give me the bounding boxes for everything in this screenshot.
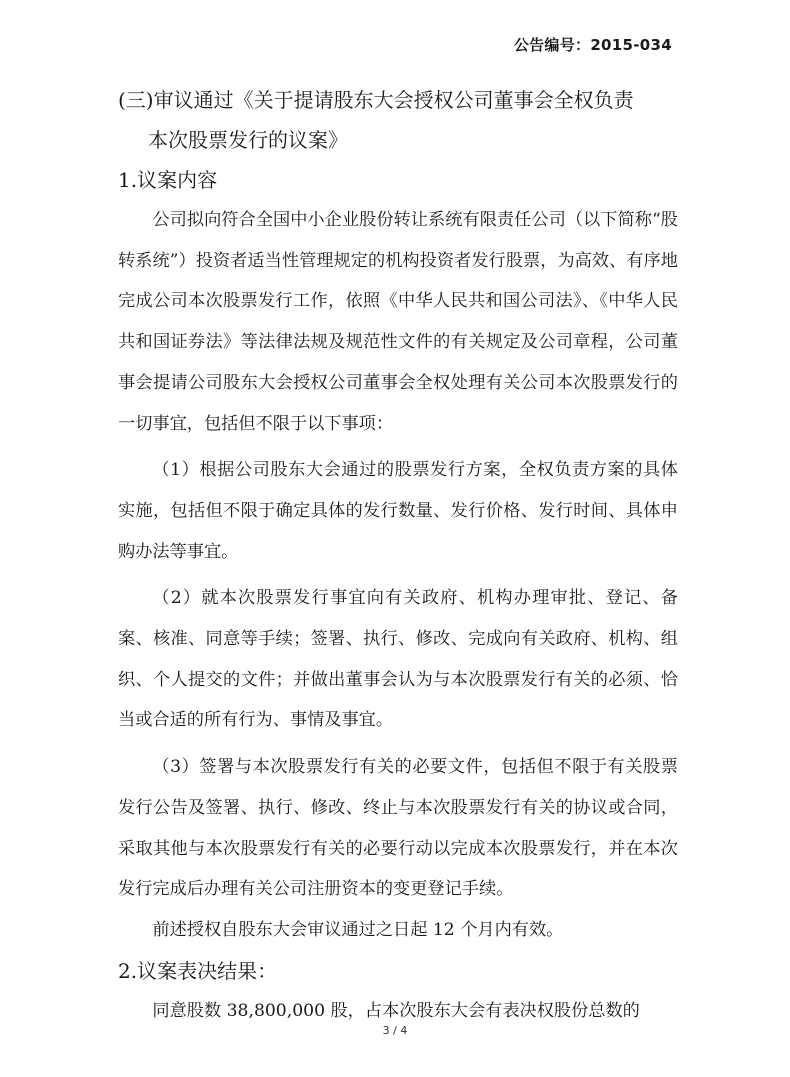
document-body: [118, 80, 678, 1031]
paragraph-item-3: （3）签署与本次股票发行有关的必要文件，包括但不限于有关股票发行公告及签署、执行、修改、终止与本次股票发行有关的协议或合同，采取其他与本次股票发行有关的必要行动以完成本次股票发行，并在本次发行完成后办理有关公司注册资本的变更登记手续。: [118, 757, 678, 900]
paragraph-item-2: （2）就本次股票发行事宜向有关政府、机构办理审批、登记、备案、核准、同意等手续；签署、执行、修改、完成向有关政府、机构、组织、个人提交的文件；并做出董事会认为与本次股票发行有关的必须、恰当或合适的所有行为、事情及事宜。: [118, 588, 678, 731]
page-number: 3 / 4: [382, 1024, 408, 1037]
subheading-proposal-content: 1.议案内容: [118, 168, 218, 192]
announcement-number: 公告编号：2015-034: [513, 36, 672, 54]
subheading-vote-result: 2.议案表决结果：: [118, 958, 278, 983]
paragraph-vote: 同意股数 38,800,000 股，占本次股东大会有表决权股份总数的: [152, 1000, 640, 1021]
paragraph-item-1: （1）根据公司股东大会通过的股票发行方案，全权负责方案的具体实施，包括但不限于确定具体的发行数量、发行价格、发行时间、具体申购办法等事宜。: [118, 460, 678, 562]
paragraph-intro: 公司拟向符合全国中小企业股份转让系统有限责任公司（以下简称“股转系统”）投资者适当性管理规定的机构投资者发行股票，为高效、有序地完成公司本次股票发行工作，依照《中华人民共和国公司法》、《中华人民共和国证券法》等法律法规及规范性文件的有关规定及公司章程，公司董事会提请公司股东大会授权公司董事会全权处理有关公司本次股票发行的一切事宜，包括但不限于以下事项：: [118, 210, 678, 434]
section-title-line2: 本次股票发行的议案》: [148, 128, 348, 152]
section-title: [118, 80, 678, 160]
section-title-line1: (三)审议通过《关于提请股东大会授权公司董事会全权负责: [118, 88, 634, 112]
paragraph-validity: 前述授权自股东大会审议通过之日起 12 个月内有效。: [152, 919, 564, 940]
